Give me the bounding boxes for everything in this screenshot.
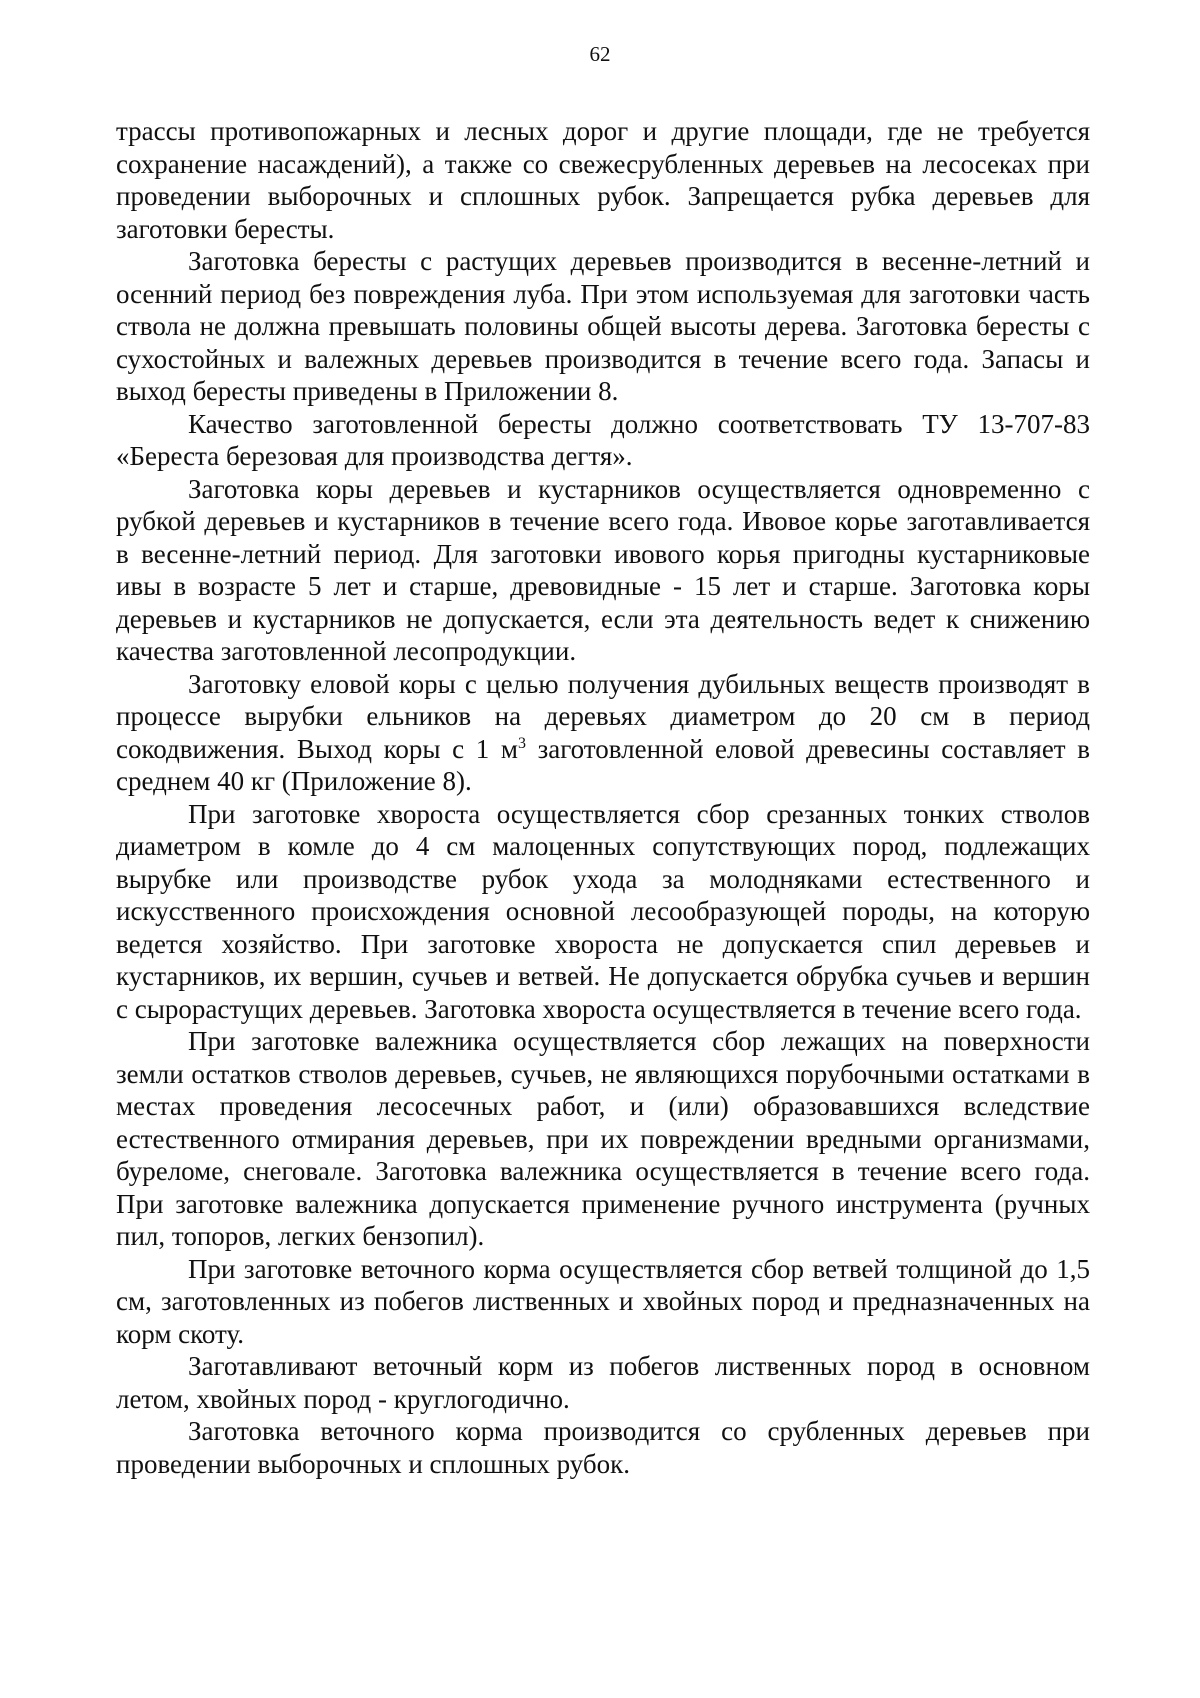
document-body xyxy=(116,115,1090,1480)
paragraph-continuation: трассы противопожарных и лесных дорог и другие площади, где не требуется сохранение насаждений), а также со свежесрубленных деревьев на лесосеках при проведении выборочных и сплошных рубок. Запрещается рубка деревьев для заготовки бересты. xyxy=(116,116,1090,244)
paragraph-deadwood: При заготовке валежника осуществляется сбор лежащих на поверхности земли остатков стволов деревьев, сучьев, не являющихся порубочными остатками в местах проведения лесосечных работ, и (или) образовавшихся вследствие естественного отмирания деревьев, при их повреждении вредными организмами, буреломе, снеговале. Заготовка валежника осуществляется в течение всего года. При заготовке валежника допускается применение ручного инструмента (ручных пил, топоров, легких бензопил). xyxy=(116,1026,1090,1251)
paragraph-bark-harvesting: Заготовка коры деревьев и кустарников осуществляется одновременно с рубкой деревьев и кустарников в течение всего года. Ивовое корье заготавливается в весенне-летний период. Для заготовки ивового корья пригодны кустарниковые ивы в возрасте 5 лет и старше, древовидные - 15 лет и старше. Заготовка коры деревьев и кустарников не допускается, если эта деятельность ведет к снижению качества заготовленной лесопродукции. xyxy=(116,473,1090,666)
paragraph-branch-fodder-season: Заготавливают веточный корм из побегов лиственных пород в основном летом, хвойных пород - круглогодично. xyxy=(116,1351,1090,1414)
paragraph-spruce-bark xyxy=(116,668,1090,798)
paragraph-brushwood: При заготовке хвороста осуществляется сбор срезанных тонких стволов диаметром в комле до 4 см малоценных сопутствующих пород, подлежащих вырубке или производстве рубок ухода за молодняками естественного и искусственного происхождения основной лесообразующей породы, на которую ведется хозяйство. При заготовке хвороста не допускается спил деревьев и кустарников, их вершин, сучьев и ветвей. Не допускается обрубка сучьев и вершин с сырорастущих деревьев. Заготовка хвороста осуществляется в течение всего года. xyxy=(116,798,1090,1024)
page-number: 62 xyxy=(589,42,611,66)
paragraph-branch-fodder-source: Заготовка веточного корма производится со срубленных деревьев при проведении выборочных и сплошных рубок. xyxy=(116,1416,1090,1479)
spruce-bark-text-before: Заготовку еловой коры с целью получения дубильных веществ производят в процессе вырубки ельников на деревьях диаметром до 20 см в период сокодвижения. Выход коры с 1 м xyxy=(116,668,1090,764)
paragraph-branch-fodder: При заготовке веточного корма осуществляется сбор ветвей толщиной до 1,5 см, заготовленных из побегов лиственных и хвойных пород и предназначенных на корм скоту. xyxy=(116,1253,1090,1349)
paragraph-birch-bark-quality: Качество заготовленной бересты должно соответствовать ТУ 13-707-83 «Береста березовая для производства дегтя». xyxy=(116,408,1090,471)
spruce-bark-text-after: заготовленной еловой древесины составляет в среднем 40 кг (Приложение 8). xyxy=(116,733,1090,796)
superscript-three: 3 xyxy=(517,734,526,752)
paragraph-birch-bark-harvesting: Заготовка бересты с растущих деревьев производится в весенне-летний и осенний период без повреждения луба. При этом используемая для заготовки часть ствола не должна превышать половины общей высоты дерева. Заготовка бересты с сухостойных и валежных деревьев производится в течение всего года. Запасы и выход бересты приведены в Приложении 8. xyxy=(116,246,1090,406)
